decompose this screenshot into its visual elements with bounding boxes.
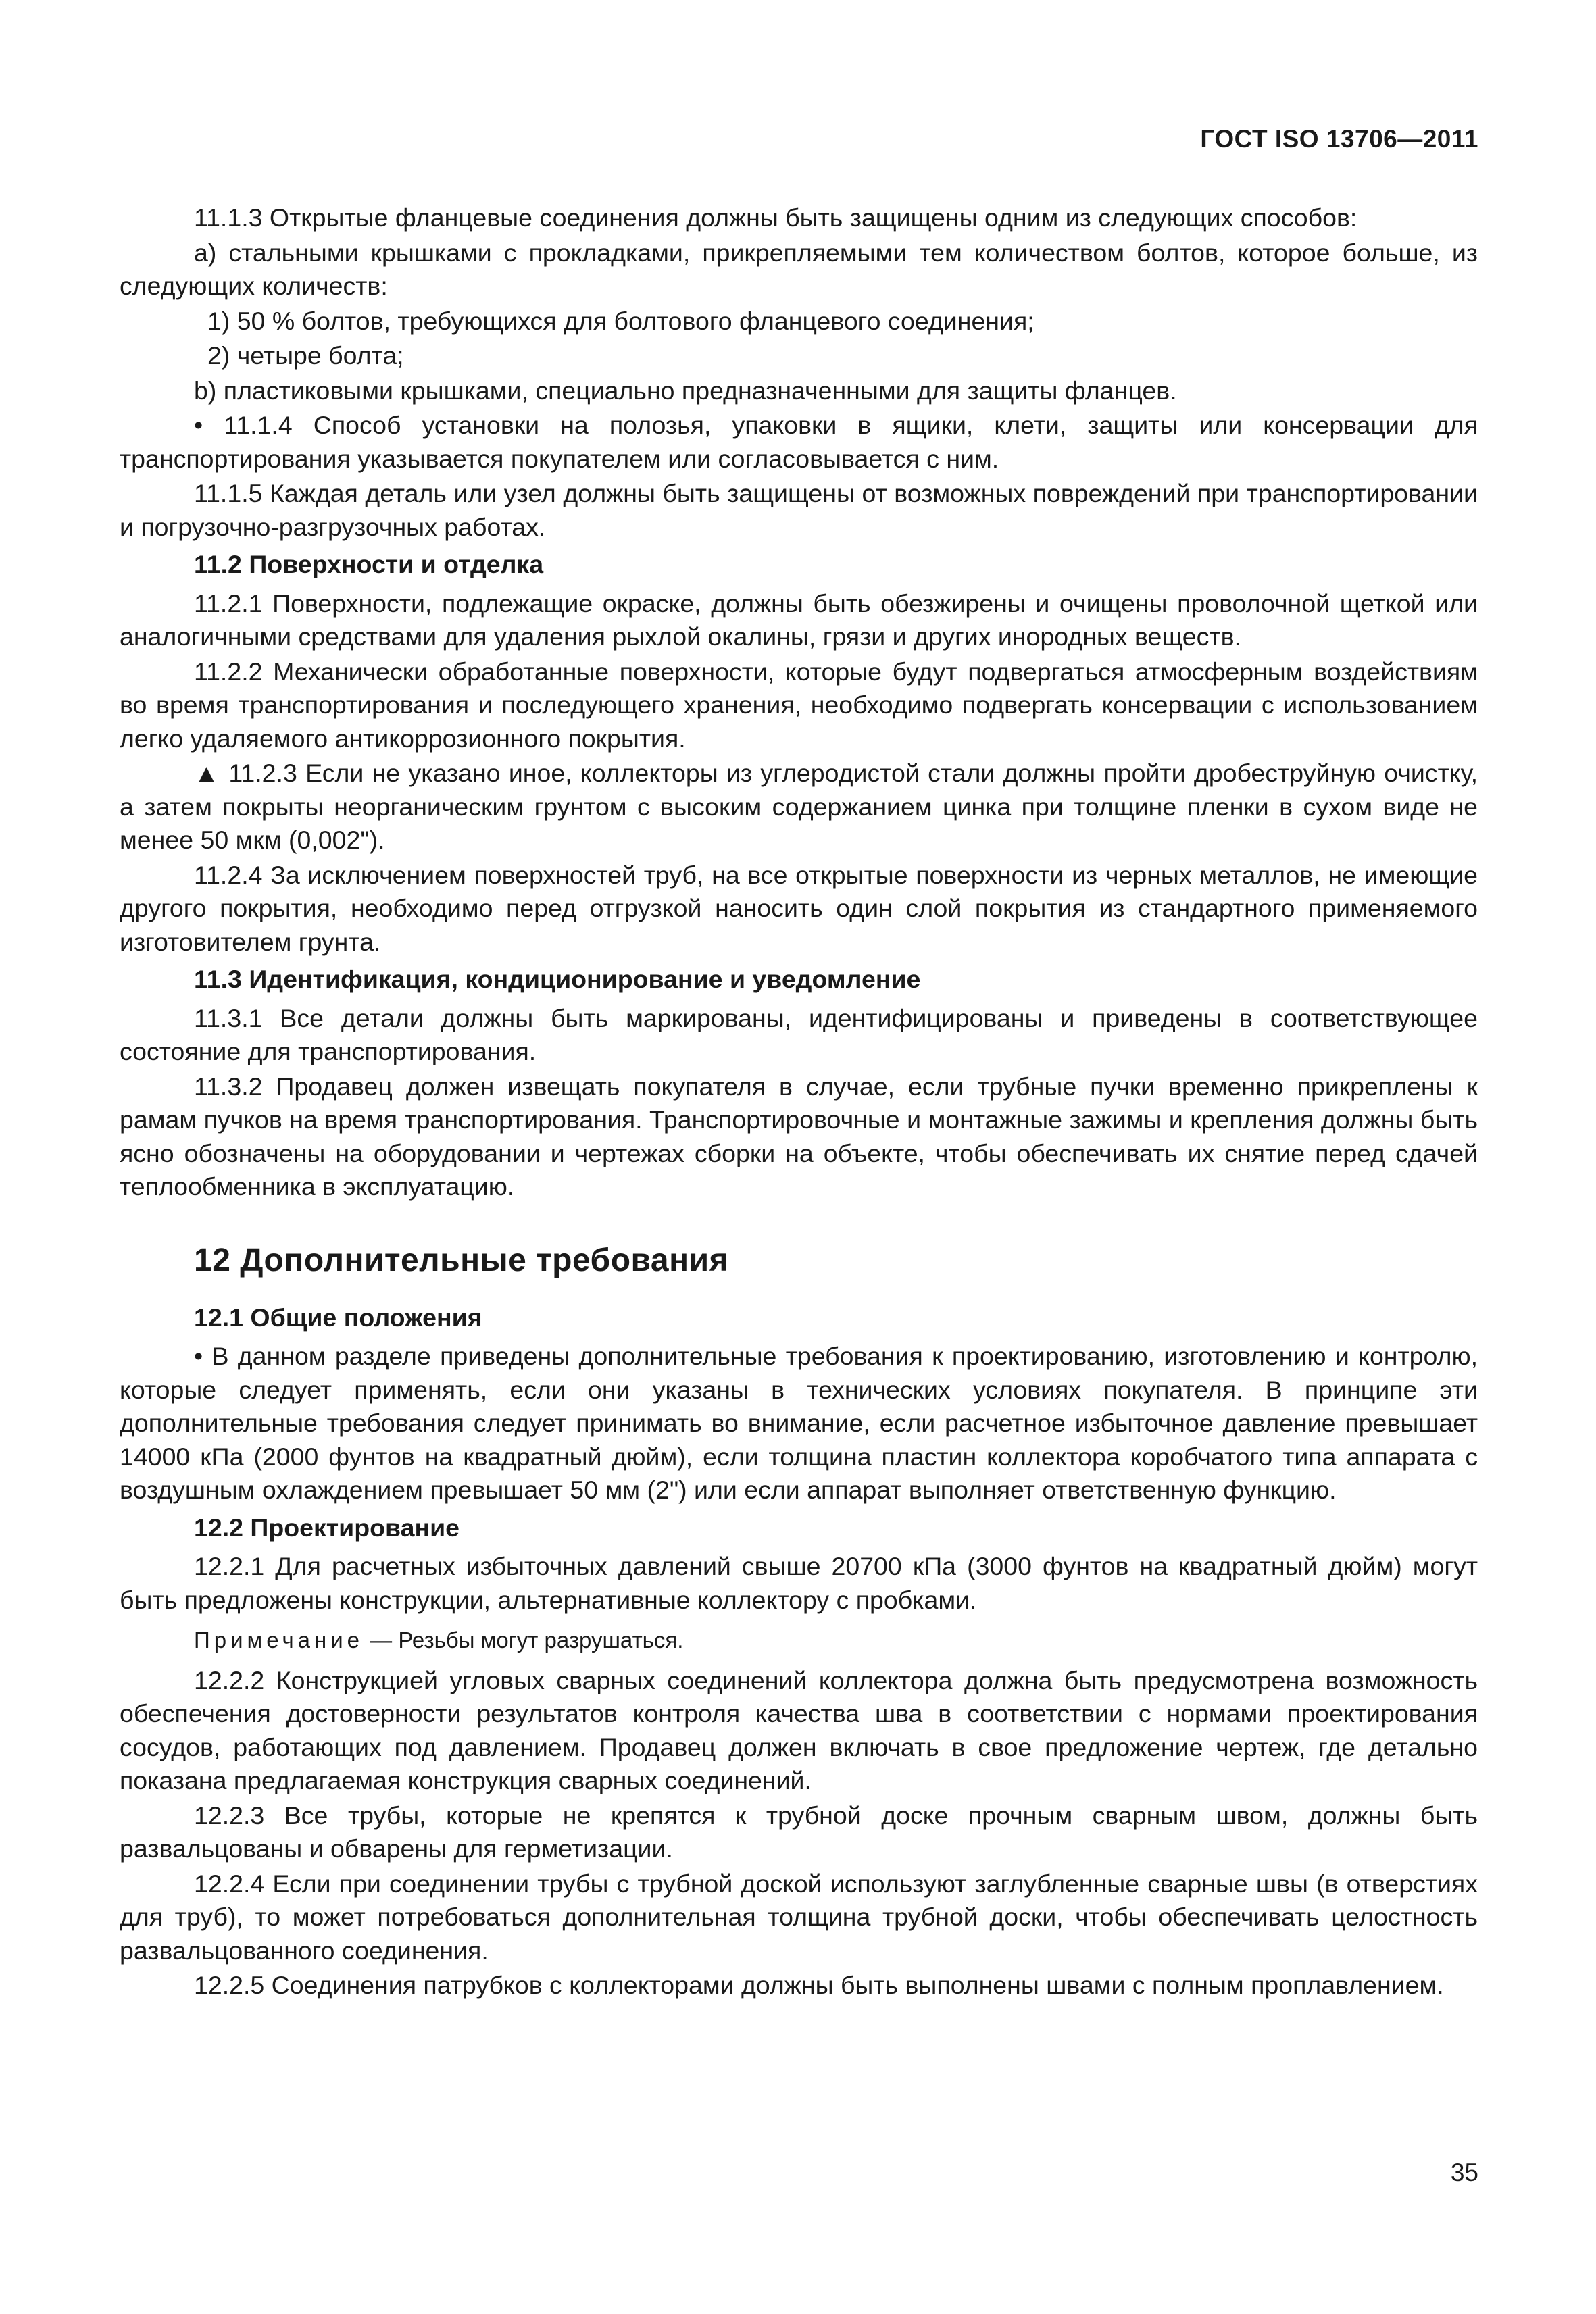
paragraph-12-2-1: 12.2.1 Для расчетных избыточных давлений свыше 20700 кПа (3000 фунтов на квадратный дюйм) могут быть предложены конструкции, альтернативные коллектору с пробками. [120, 1552, 1478, 1614]
paragraph-12-2-3: 12.2.3 Все трубы, которые не крепятся к трубной доске прочным сварным швом, должны быть развальцованы и обварены для герметизации. [120, 1801, 1478, 1863]
paragraph-12-2-4: 12.2.4 Если при соединении трубы с трубной доской используют заглубленные сварные швы (в отверстиях для труб), то может потребоваться дополнительная толщина трубной доски, чтобы обеспечивать целостность развальцованного соединения. [120, 1869, 1478, 1965]
list-item-a: а) стальными крышками с прокладками, прикрепляемыми тем количеством болтов, которое больше, из следующих количеств: [120, 238, 1478, 300]
chapter-heading-12: 12 Дополнительные требования [194, 1242, 729, 1278]
section-heading-11-2: 11.2 Поверхности и отделка [194, 550, 544, 578]
section-heading-12-1: 12.1 Общие положения [194, 1303, 482, 1332]
sub-item-1: 1) 50 % болтов, требующихся для болтового фланцевого соединения; [207, 306, 1034, 335]
paragraph-11-2-3: ▲ 11.2.3 Если не указано иное, коллекторы из углеродистой стали должны пройти дробеструйную очистку, а затем покрыты неорганическим грунтом с высоким содержанием цинка при толщине пленки в сухом виде не менее 50 мкм (0,002"). [120, 759, 1478, 854]
section-heading-11-3: 11.3 Идентификация, кондиционирование и уведомление [194, 965, 921, 993]
list-item-b: b) пластиковыми крышками, специально предназначенными для защиты фланцев. [194, 376, 1177, 405]
page-body [120, 201, 1478, 2004]
paragraph-12-1: • В данном разделе приведены дополнительные требования к проектированию, изготовлению и контролю, которые следует применять, если они указаны в технических условиях покупателя. В принципе эти дополнительные требования следует принимать во внимание, если расчетное избыточное давление превышает 14000 кПа (2000 фунтов на квадратный дюйм), если толщина пластин коллектора коробчатого типа аппарата с воздушным охлаждением превышает 50 мм (2") или если аппарат выполняет ответственную функцию. [120, 1342, 1478, 1504]
paragraph-11-1-3: 11.1.3 Открытые фланцевые соединения должны быть защищены одним из следующих способов: [194, 203, 1357, 232]
document-header: ГОСТ ISO 13706—2011 [1200, 125, 1478, 153]
page-number: 35 [1450, 2159, 1478, 2186]
note-label: Примечание [194, 1628, 364, 1653]
section-heading-12-2: 12.2 Проектирование [194, 1513, 459, 1542]
sub-item-2: 2) четыре болта; [207, 341, 404, 370]
paragraph-11-1-4: • 11.1.4 Способ установки на полозья, упаковки в ящики, клети, защиты или консервации для транспортирования указывается покупателем или согласовывается с ним. [120, 411, 1478, 473]
paragraph-11-3-1: 11.3.1 Все детали должны быть маркированы, идентифицированы и приведены в соответствующее состояние для транспортирования. [120, 1003, 1478, 1065]
note-text: — Резьбы могут разрушаться. [364, 1628, 684, 1653]
paragraph-11-2-2: 11.2.2 Механически обработанные поверхности, которые будут подвергаться атмосферным воздействиям во время транспортирования и последующего хранения, необходимо подвергать консервации с использованием легко удаляемого антикоррозионного покрытия. [120, 657, 1478, 753]
note [120, 1624, 1478, 1657]
paragraph-11-1-5: 11.1.5 Каждая деталь или узел должны быть защищены от возможных повреждений при транспортировании и погрузочно-разгрузочных работах. [120, 479, 1478, 541]
paragraph-11-2-4: 11.2.4 За исключением поверхностей труб, на все открытые поверхности из черных металлов, не имеющие другого покрытия, необходимо перед отгрузкой наносить один слой покрытия из стандартного применяемого изготовителем грунта. [120, 860, 1478, 956]
paragraph-12-2-5: 12.2.5 Соединения патрубков с коллекторами должны быть выполнены швами с полным проплавлением. [194, 1971, 1444, 1999]
paragraph-12-2-2: 12.2.2 Конструкцией угловых сварных соединений коллектора должна быть предусмотрена возможность обеспечения достоверности результатов контроля качества шва в соответствии с нормами проектирования сосудов, работающих под давлением. Продавец должен включать в свое предложение чертеж, где детально показана предлагаемая конструкция сварных соединений. [120, 1665, 1478, 1794]
paragraph-11-2-1: 11.2.1 Поверхности, подлежащие окраске, должны быть обезжирены и очищены проволочной щеткой или аналогичными средствами для удаления рыхлой окалины, грязи и других инородных веществ. [120, 588, 1478, 651]
paragraph-11-3-2: 11.3.2 Продавец должен извещать покупателя в случае, если трубные пучки временно прикреплены к рамам пучков на время транспортирования. Транспортировочные и монтажные зажимы и крепления должны быть ясно обозначены на оборудовании и чертежах сборки на объекте, чтобы обеспечивать их снятие перед сдачей теплообменника в эксплуатацию. [120, 1072, 1478, 1201]
